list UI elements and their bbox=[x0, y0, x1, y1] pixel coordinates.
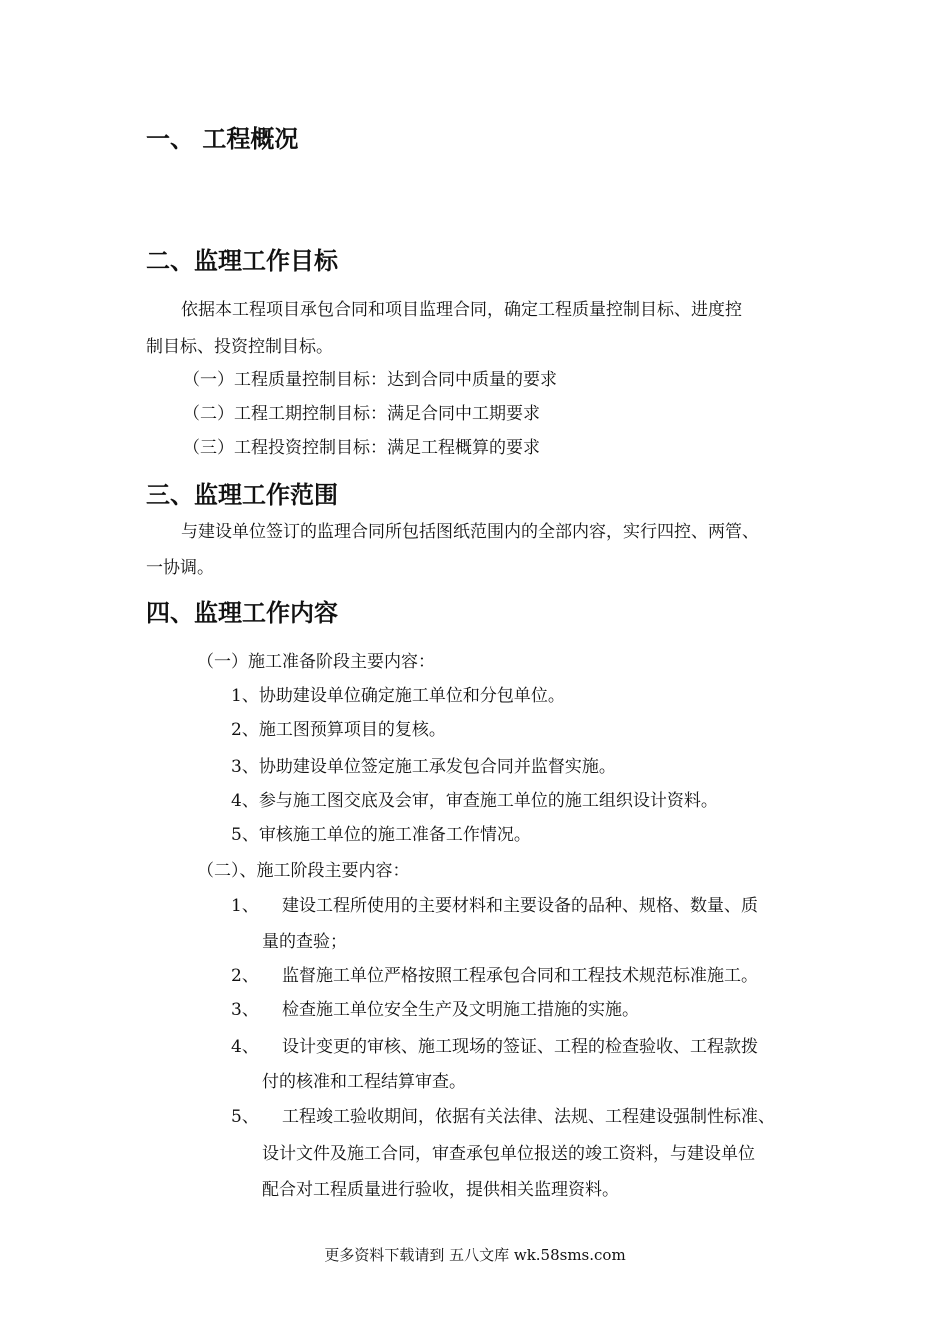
section-4-sub2-item-2-line1: 监督施工单位严格按照工程承包合同和工程技术规范标准施工。 bbox=[282, 966, 758, 986]
section-4-sub2-item-5-line3: 配合对工程质量进行验收，提供相关监理资料。 bbox=[262, 1180, 619, 1200]
section-4-sub2-item-2-number: 2、 bbox=[231, 966, 259, 986]
section-4-sub1-item-5: 5、审核施工单位的施工准备工作情况。 bbox=[231, 825, 531, 845]
section-4-sub2-item-3-line1: 检查施工单位安全生产及文明施工措施的实施。 bbox=[282, 1000, 639, 1020]
section-3-line1: 与建设单位签订的监理合同所包括图纸范围内的全部内容，实行四控、两管、 bbox=[181, 522, 759, 542]
section-3-title: 三、监理工作范围 bbox=[146, 481, 338, 509]
section-3-line2: 一协调。 bbox=[146, 558, 214, 578]
section-4-sub1-title: （一）施工准备阶段主要内容： bbox=[197, 652, 435, 672]
section-4-sub2-item-3-number: 3、 bbox=[231, 1000, 259, 1020]
section-1-title: 一、 工程概况 bbox=[146, 125, 299, 153]
section-4-title: 四、监理工作内容 bbox=[146, 599, 338, 627]
section-2-item-3: （三）工程投资控制目标：满足工程概算的要求 bbox=[183, 438, 540, 458]
section-4-sub2-item-4-number: 4、 bbox=[231, 1037, 259, 1057]
section-4-sub2-item-5-number: 5、 bbox=[231, 1107, 259, 1127]
section-4-sub2-item-4-line2: 付的核准和工程结算审查。 bbox=[262, 1072, 466, 1092]
section-4-sub2-item-5-line2: 设计文件及施工合同，审查承包单位报送的竣工资料，与建设单位 bbox=[262, 1144, 755, 1164]
section-4-sub1-item-1: 1、协助建设单位确定施工单位和分包单位。 bbox=[231, 686, 565, 706]
section-4-sub1-item-4: 4、参与施工图交底及会审，审查施工单位的施工组织设计资料。 bbox=[231, 791, 718, 811]
section-4-sub1-item-3: 3、协助建设单位签定施工承发包合同并监督实施。 bbox=[231, 757, 616, 777]
section-2-item-2: （二）工程工期控制目标：满足合同中工期要求 bbox=[183, 404, 540, 424]
section-2-item-1: （一）工程质量控制目标：达到合同中质量的要求 bbox=[183, 370, 557, 390]
section-2-intro-line1: 依据本工程项目承包合同和项目监理合同，确定工程质量控制目标、进度控 bbox=[181, 300, 742, 320]
section-4-sub2-title: （二）、施工阶段主要内容： bbox=[197, 861, 410, 881]
section-2-title: 二、监理工作目标 bbox=[146, 247, 338, 275]
section-4-sub2-item-4-line1: 设计变更的审核、施工现场的签证、工程的检查验收、工程款拨 bbox=[282, 1037, 758, 1057]
section-4-sub2-item-1-line2: 量的查验； bbox=[262, 932, 347, 952]
section-4-sub2-item-5-line1: 工程竣工验收期间，依据有关法律、法规、工程建设强制性标准、 bbox=[282, 1107, 775, 1127]
section-4-sub1-item-2: 2、施工图预算项目的复核。 bbox=[231, 720, 446, 740]
section-4-sub2-item-1-line1: 建设工程所使用的主要材料和主要设备的品种、规格、数量、质 bbox=[282, 896, 758, 916]
section-2-intro-line2: 制目标、投资控制目标。 bbox=[146, 337, 333, 357]
section-4-sub2-item-1-number: 1、 bbox=[231, 896, 259, 916]
footer-text: 更多资料下载请到 五八文库 wk.58sms.com bbox=[324, 1246, 626, 1264]
